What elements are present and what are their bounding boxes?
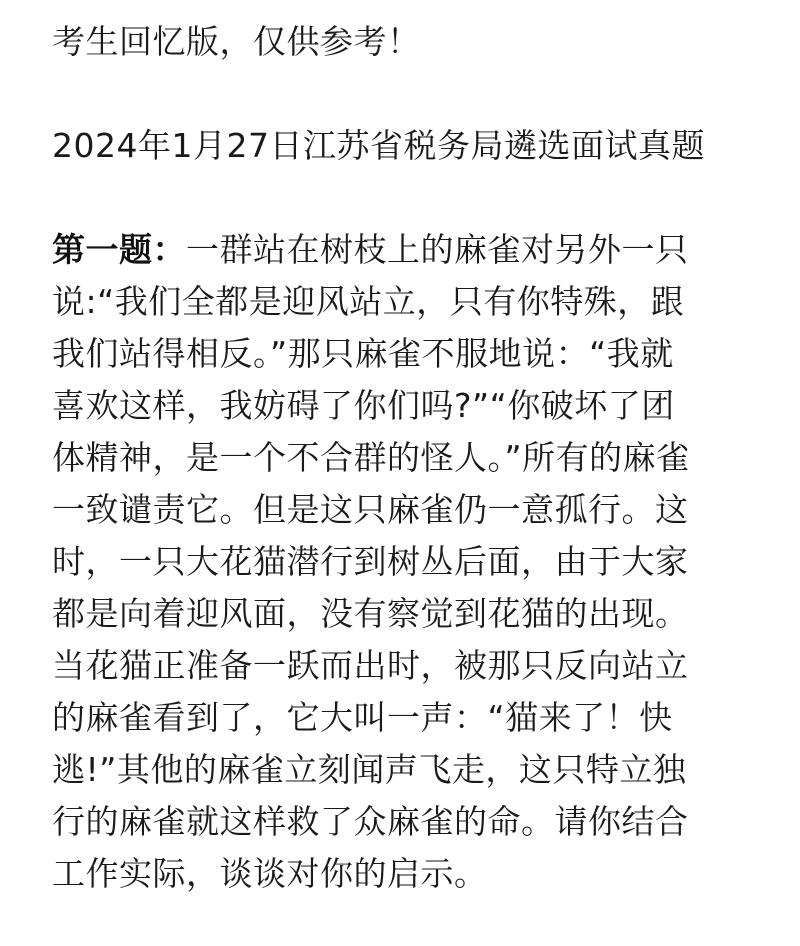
disclaimer-notice: 考生回忆版，仅供参考！	[52, 22, 421, 61]
question-line	[52, 224, 752, 276]
question-line: 喜欢这样，我妨碍了你们吗?”“你破坏了团	[52, 386, 675, 425]
question-line: 当花猫正准备一跃而出时，被那只反向站立	[52, 646, 689, 685]
exam-title: 2024年1月27日江苏省税务局遴选面试真题	[52, 126, 705, 165]
question-text: 一群站在树枝上的麻雀对另外一只	[186, 230, 689, 269]
question-line: 都是向着迎风面，没有察觉到花猫的出现。	[52, 594, 689, 633]
question-line: 一致谴责它。但是这只麻雀仍一意孤行。这	[52, 490, 689, 529]
question-line: 时，一只大花猫潜行到树丛后面，由于大家	[52, 542, 689, 581]
question-line: 逃!”其他的麻雀立刻闻声飞走，这只特立独	[52, 750, 687, 789]
question-label: 第一题：	[52, 230, 186, 269]
question-line: 说:“我们全都是迎风站立，只有你特殊，跟	[52, 282, 685, 321]
question-line: 体精神，是一个不合群的怪人。”所有的麻雀	[52, 438, 690, 477]
question-line: 行的麻雀就这样救了众麻雀的命。请你结合	[52, 802, 689, 841]
question-line: 工作实际，谈谈对你的启示。	[52, 854, 488, 893]
document-body	[52, 16, 752, 900]
question-one	[52, 224, 752, 900]
question-line: 的麻雀看到了，它大叫一声：“猫来了！快	[52, 698, 673, 737]
question-line: 我们站得相反。”那只麻雀不服地说：“我就	[52, 334, 674, 373]
